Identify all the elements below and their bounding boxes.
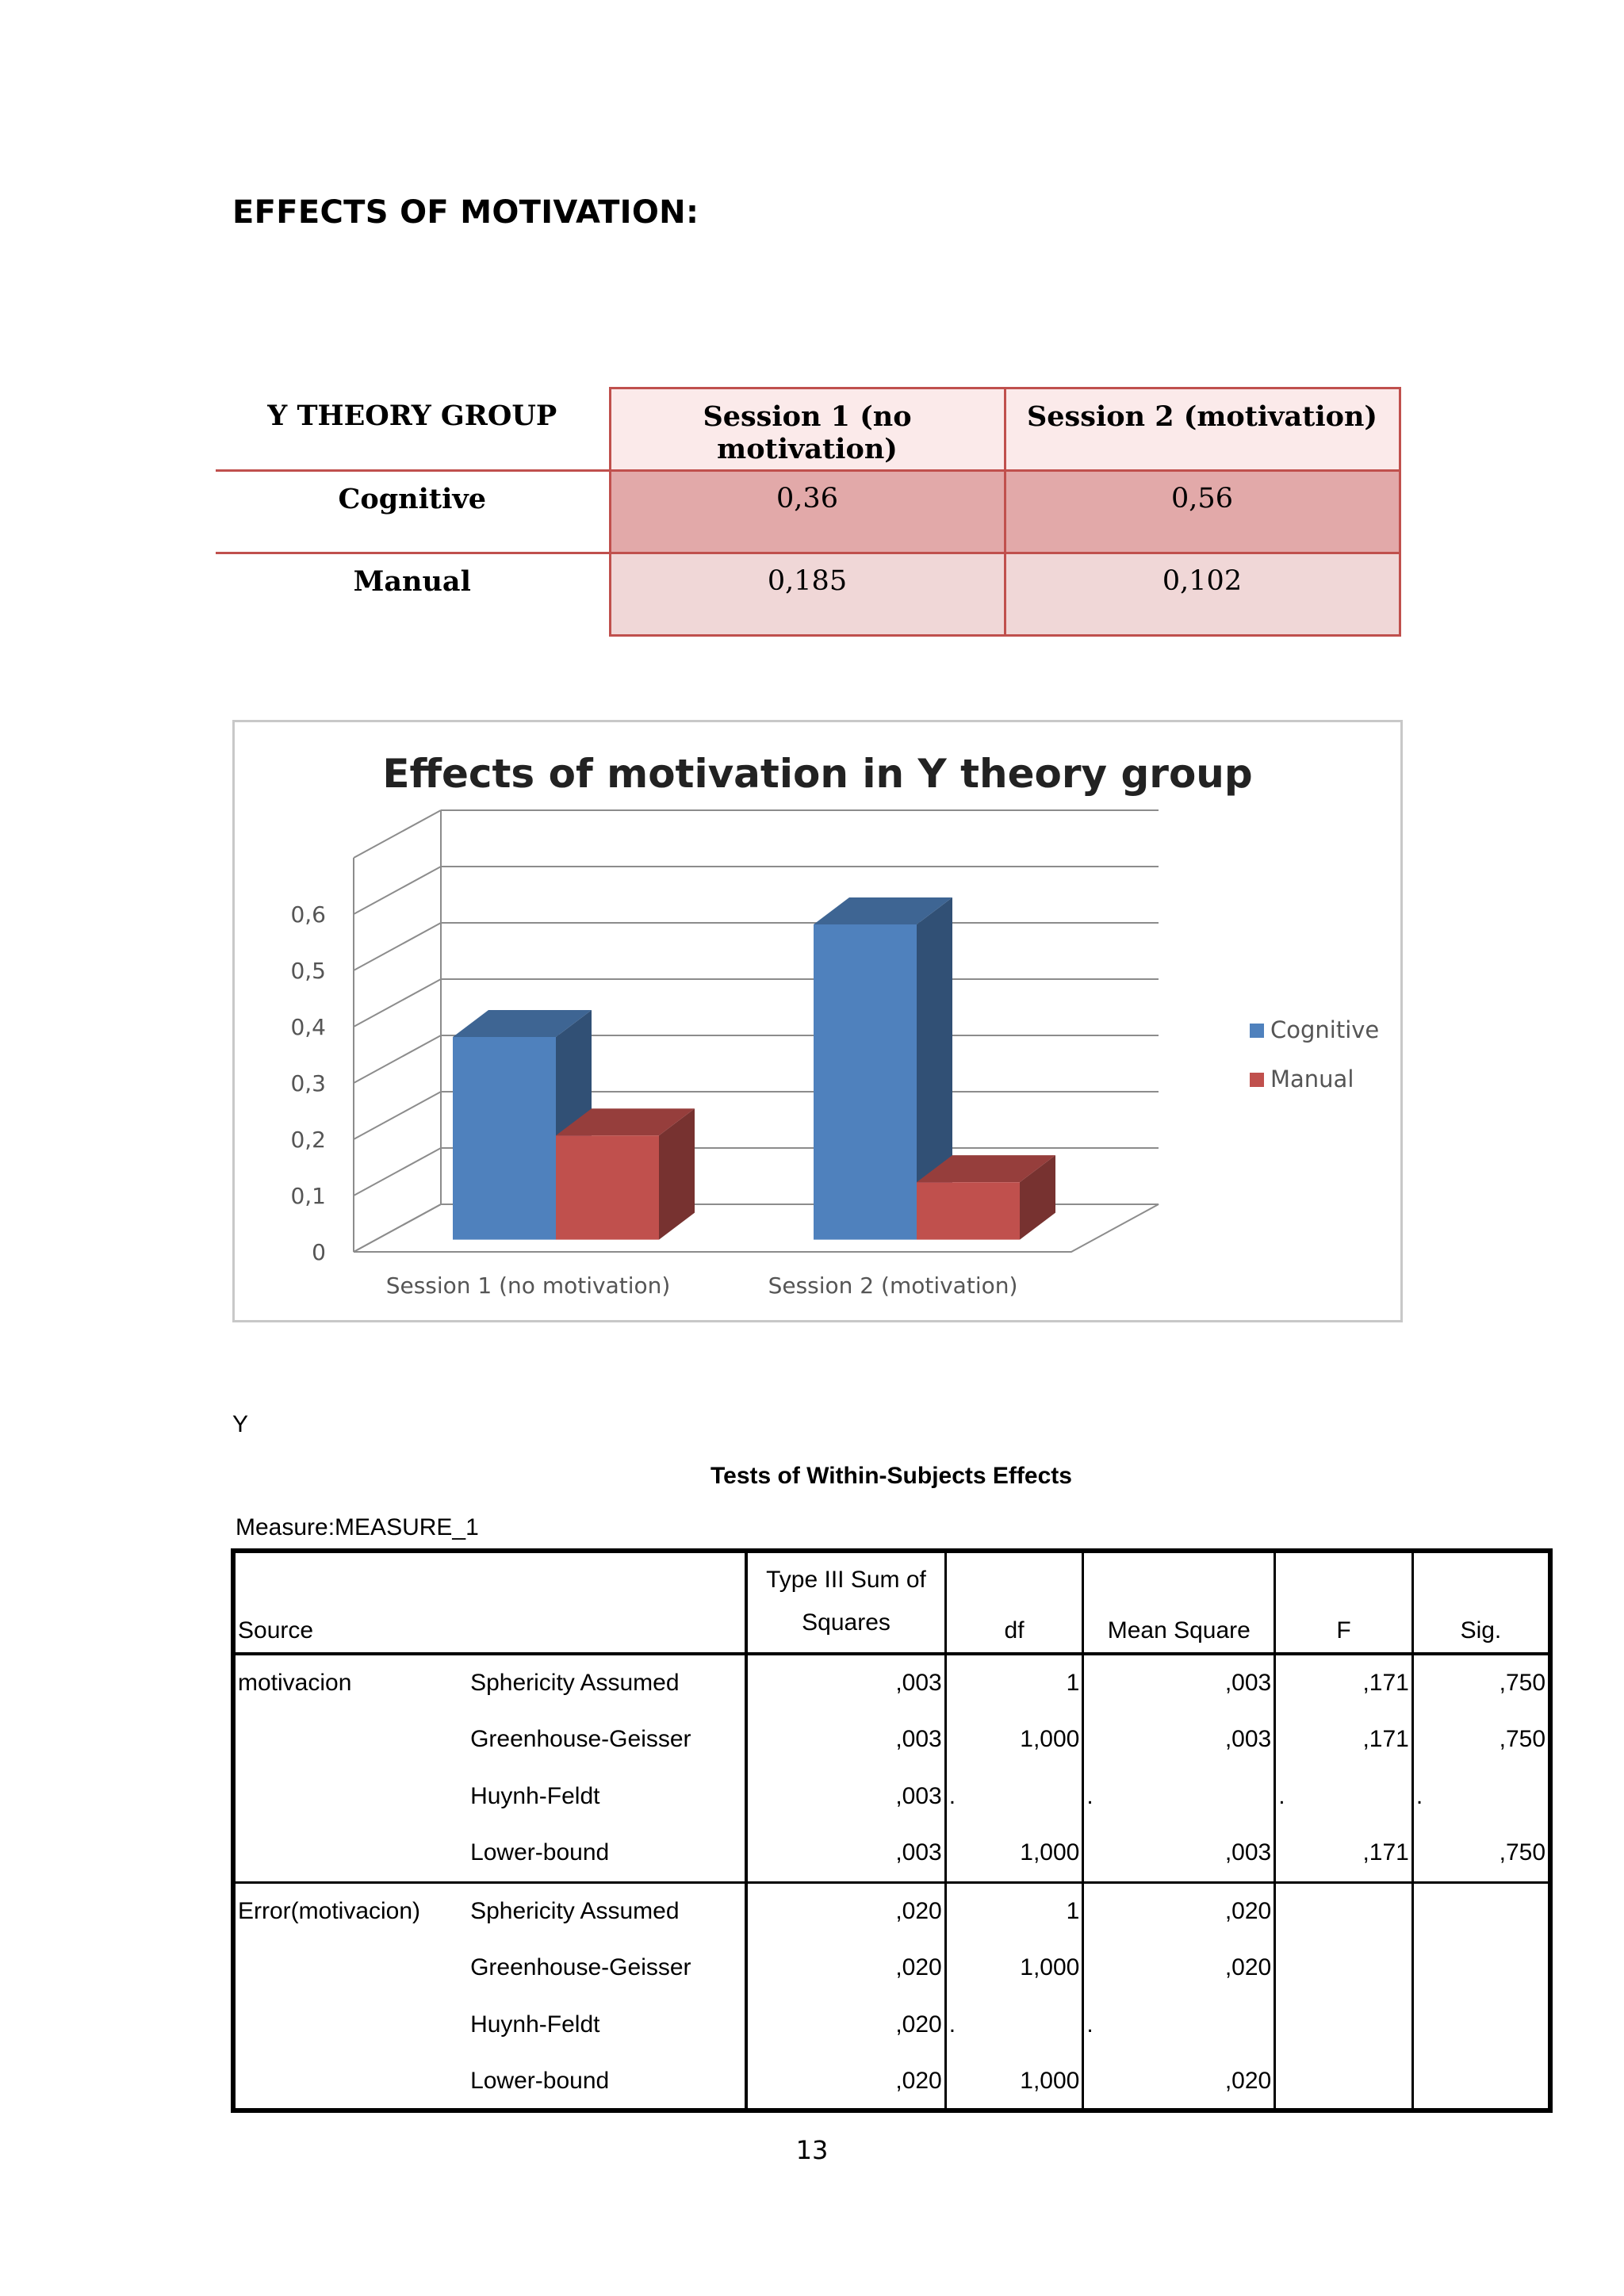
source-cell: [233, 1711, 468, 1768]
page-heading: EFFECTS OF MOTIVATION:: [232, 194, 699, 231]
y-tick-label: 0,4: [290, 1014, 326, 1040]
f-cell: [1275, 1996, 1413, 2053]
f-cell: ,171: [1275, 1825, 1413, 1882]
sig-cell: .: [1412, 1768, 1550, 1825]
table-row: [233, 2053, 1550, 2110]
ss-cell: ,003: [746, 1825, 945, 1882]
gridline: [354, 867, 441, 914]
ms-cell: ,020: [1083, 1882, 1275, 1939]
source-cell: Error(motivacion): [233, 1882, 468, 1939]
ms-cell: ,003: [1083, 1711, 1275, 1768]
table-row: [233, 1939, 1550, 1996]
sig-cell: [1412, 1996, 1550, 2053]
df-cell: 1,000: [945, 1939, 1083, 1996]
table-row: [233, 1882, 1550, 1939]
correction-cell: Greenhouse-Geisser: [470, 1954, 691, 1980]
variable-label: Y: [232, 1411, 249, 1437]
within-subjects-effects-table: [231, 1548, 1553, 2113]
legend-label: Manual: [1270, 1066, 1354, 1093]
df-cell: 1,000: [945, 1711, 1083, 1768]
table-row: [233, 1825, 1550, 1882]
header-ms: Mean Square: [1083, 1551, 1275, 1654]
bar-cognitive: [453, 1037, 556, 1240]
y-tick-label: 0,1: [290, 1183, 326, 1209]
ss-cell: ,003: [746, 1654, 945, 1711]
summary-header-row: [216, 388, 1400, 471]
df-cell: .: [945, 1768, 1083, 1825]
header-df: df: [945, 1551, 1083, 1654]
summary-session1-header: Session 1 (no motivation): [610, 388, 1005, 471]
sig-cell: ,750: [1412, 1654, 1550, 1711]
ms-cell: ,003: [1083, 1654, 1275, 1711]
df-cell: 1: [945, 1882, 1083, 1939]
correction-cell: Lower-bound: [470, 1839, 610, 1866]
y-tick-label: 0,2: [290, 1127, 326, 1153]
df-cell: .: [945, 1996, 1083, 2053]
table-row: [233, 1654, 1550, 1711]
gridline: [354, 1092, 441, 1139]
sig-cell: [1412, 1882, 1550, 1939]
x-tick-label: Session 1 (no motivation): [385, 1272, 671, 1299]
table-row: [233, 1711, 1550, 1768]
df-cell: 1: [945, 1654, 1083, 1711]
ss-cell: ,020: [746, 1882, 945, 1939]
summary-table: [216, 387, 1401, 637]
legend-label: Cognitive: [1270, 1016, 1380, 1043]
spss-body: [233, 1654, 1550, 2110]
f-cell: [1275, 1939, 1413, 1996]
f-cell: .: [1275, 1768, 1413, 1825]
f-cell: ,171: [1275, 1711, 1413, 1768]
sig-cell: ,750: [1412, 1711, 1550, 1768]
y-tick-label: 0: [312, 1239, 326, 1265]
f-cell: [1275, 1882, 1413, 1939]
ms-cell: ,020: [1083, 2053, 1275, 2110]
correction-cell: Sphericity Assumed: [468, 1882, 746, 1939]
page-number: 13: [795, 2135, 829, 2165]
ms-cell: ,003: [1083, 1825, 1275, 1882]
table-row: [233, 1996, 1550, 2053]
source-cell: motivacion: [238, 1670, 352, 1696]
summary-row-manual: [216, 553, 1400, 636]
ms-cell: .: [1083, 1996, 1275, 2053]
header-ss: Type III Sum of Squares: [746, 1551, 945, 1654]
f-cell: ,171: [1275, 1654, 1413, 1711]
ss-cell: ,003: [746, 1711, 945, 1768]
sig-cell: [1412, 2053, 1550, 2110]
legend-swatch: [1250, 1073, 1264, 1087]
gridline: [354, 1204, 441, 1252]
summary-row-cognitive: [216, 471, 1400, 553]
source-cell: [233, 1939, 468, 1996]
table-row: [233, 1768, 1550, 1825]
summary-group-header: Y THEORY GROUP: [216, 388, 610, 471]
y-tick-label: 0,5: [290, 958, 326, 984]
df-cell: 1,000: [945, 1825, 1083, 1882]
sig-cell: ,750: [1412, 1825, 1550, 1882]
bar-chart-3d: [235, 722, 1400, 1320]
gridline: [354, 1035, 441, 1083]
ss-cell: ,020: [746, 1939, 945, 1996]
summary-cell: 0,56: [1005, 471, 1400, 553]
legend-swatch: [1250, 1024, 1264, 1038]
source-cell: [233, 1996, 468, 2053]
ms-cell: ,020: [1083, 1939, 1275, 1996]
chart-frame: [232, 720, 1403, 1322]
header-source: Source: [233, 1551, 746, 1654]
summary-row-label: Cognitive: [216, 471, 610, 553]
correction-cell: Sphericity Assumed: [470, 1670, 680, 1696]
bar-cognitive: [814, 924, 917, 1240]
gridline: [354, 1148, 441, 1196]
chart-title: Effects of motivation in Y theory group: [382, 751, 1253, 797]
summary-cell: 0,185: [610, 553, 1005, 636]
correction-cell: Greenhouse-Geisser: [470, 1726, 691, 1752]
gridline: [354, 923, 441, 970]
gridline: [354, 979, 441, 1027]
summary-row-label: Manual: [216, 553, 610, 636]
summary-cell: 0,102: [1005, 553, 1400, 636]
summary-session2-header: Session 2 (motivation): [1005, 388, 1400, 471]
y-tick-label: 0,3: [290, 1070, 326, 1096]
header-sig: Sig.: [1412, 1551, 1550, 1654]
ss-cell: ,020: [746, 1996, 945, 2053]
correction-cell: Huynh-Feldt: [470, 1783, 600, 1809]
spss-header-row: [233, 1551, 1550, 1654]
gridline: [354, 810, 441, 858]
ss-cell: ,020: [746, 2053, 945, 2110]
source-cell: [233, 2053, 468, 2110]
sig-cell: [1412, 1939, 1550, 1996]
f-cell: [1275, 2053, 1413, 2110]
correction-cell: Huynh-Feldt: [470, 2011, 600, 2038]
correction-cell: Lower-bound: [470, 2067, 610, 2094]
source-cell: [233, 1825, 468, 1882]
summary-cell: 0,36: [610, 471, 1005, 553]
bar-manual: [917, 1182, 1020, 1239]
ms-cell: .: [1083, 1768, 1275, 1825]
y-tick-label: 0,6: [290, 901, 326, 928]
ss-cell: ,003: [746, 1768, 945, 1825]
bar-manual: [556, 1135, 659, 1239]
x-tick-label: Session 2 (motivation): [768, 1272, 1018, 1299]
header-f: F: [1275, 1551, 1413, 1654]
df-cell: 1,000: [945, 2053, 1083, 2110]
measure-label: Measure:MEASURE_1: [236, 1514, 479, 1540]
source-cell: [233, 1768, 468, 1825]
spss-table-title: Tests of Within-Subjects Effects: [710, 1463, 1072, 1489]
